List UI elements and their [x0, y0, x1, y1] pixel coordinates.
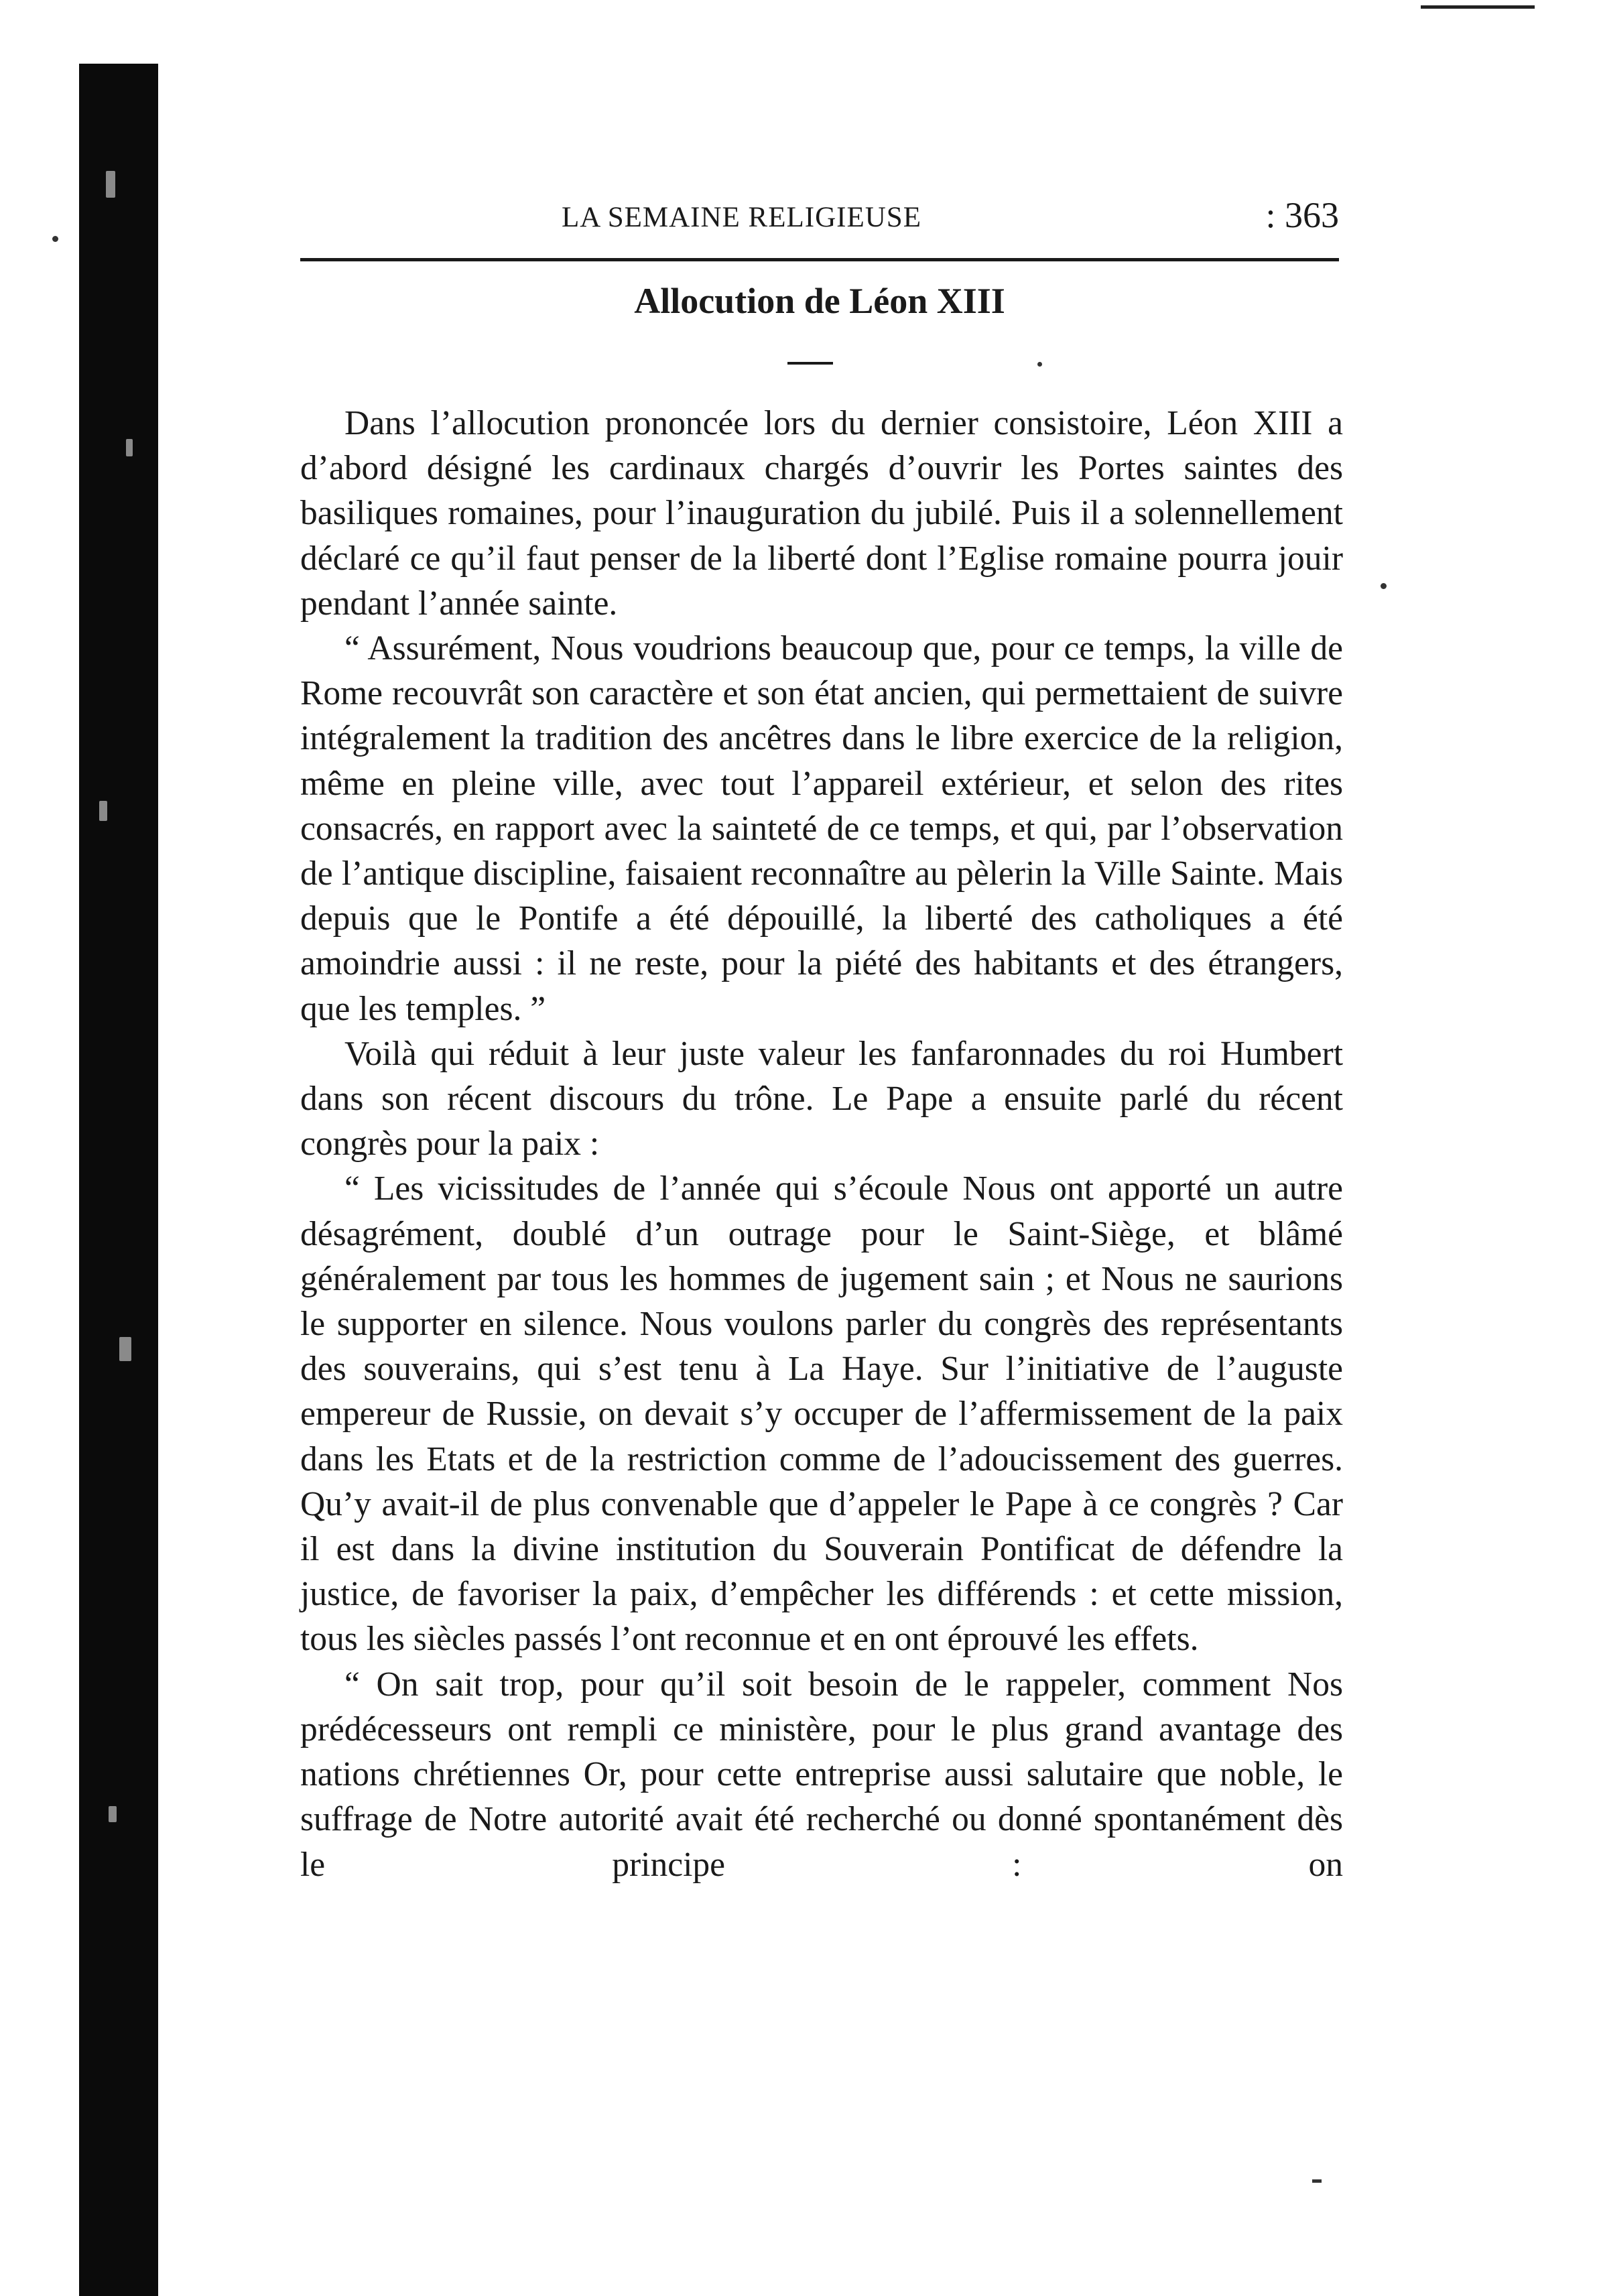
binding-speck	[99, 801, 107, 821]
binding-speck	[106, 171, 115, 198]
article-body	[300, 401, 1343, 1887]
paragraph: “ Les vicissitudes de l’année qui s’écoule Nous ont apporté un autre désagrément, doublé d’un outrage pour le Saint-Siège, et blâmé généralement par tous les hommes de jugement sain ; et Nous ne saurions le supporter en silence. Nous voulons parler du congrès des représentants des souverains, qui s’est tenu à La Haye. Sur l’initiative de l’auguste empereur de Russie, on devait s’y occuper de l’affermissement de la paix dans les Etats et de la restriction comme de l’adoucissement des guerres. Qu’y avait-il de plus convenable que d’appeler le Pape à ce congrès ? Car il est dans la divine institution du Souverain Pontificat de défendre la justice, de favoriser la paix, d’empêcher les différends : et cette mission, tous les siècles passés l’ont reconnue et en ont éprouvé les effets.	[300, 1169, 1343, 1659]
binding-speck	[119, 1337, 131, 1361]
running-head-title: LA SEMAINE RELIGIEUSE	[562, 202, 921, 233]
article-title: Allocution de Léon XIII	[634, 281, 1005, 321]
scan-top-rule	[1421, 5, 1535, 9]
paragraph: “ Assurément, Nous voudrions beaucoup que, pour ce temps, la ville de Rome recouvrât son caractère et son état ancien, qui permettaient de suivre intégralement la tradition des ancêtres dans le libre exercice de la religion, même en pleine ville, avec tout l’appareil extérieur, et selon des rites consacrés, en rapport avec la sainteté de ce temps, et qui, par l’observation de l’antique discipline, faisaient reconnaître au pèlerin la Ville Sainte. Mais depuis que le Pontife a été dépouillé, la liberté des catholiques a été amoindrie aussi : il ne reste, pour la piété des habitants et des étrangers, que les temples. ”	[300, 629, 1343, 1028]
scan-mark	[1312, 2179, 1322, 2183]
paragraph: Dans l’allocution prononcée lors du dernier consistoire, Léon XIII a d’abord désigné les cardinaux chargés d’ouvrir les Portes saintes des basiliques romaines, pour l’inauguration du jubilé. Puis il a solennellement déclaré ce qu’il faut penser de la liberté dont l’Eglise romaine pourra jouir pendant l’année sainte.	[300, 404, 1343, 623]
margin-dot	[1037, 362, 1042, 367]
binding-speck	[126, 439, 133, 456]
binding-speck	[109, 1806, 117, 1822]
margin-dot	[1381, 583, 1387, 589]
paragraph: “ On sait trop, pour qu’il soit besoin de le rappeler, comment Nos prédécesseurs ont rempli ce ministère, pour le plus grand avantage des nations chrétiennes Or, pour cette entreprise aussi salutaire que noble, le suffrage de Notre autorité avait été recherché ou donné spontanément dès le principe : on	[300, 1665, 1343, 1884]
page-number: : 363	[1265, 195, 1339, 235]
margin-dot	[52, 236, 58, 242]
scan-binding-edge	[79, 64, 158, 2296]
header-rule	[300, 258, 1339, 261]
running-head	[300, 194, 1339, 241]
paragraph: Voilà qui réduit à leur juste valeur les fanfaronnades du roi Humbert dans son récent discours du trône. Le Pape a ensuite parlé du récent congrès pour la paix :	[300, 1034, 1343, 1163]
title-separator	[787, 362, 833, 365]
